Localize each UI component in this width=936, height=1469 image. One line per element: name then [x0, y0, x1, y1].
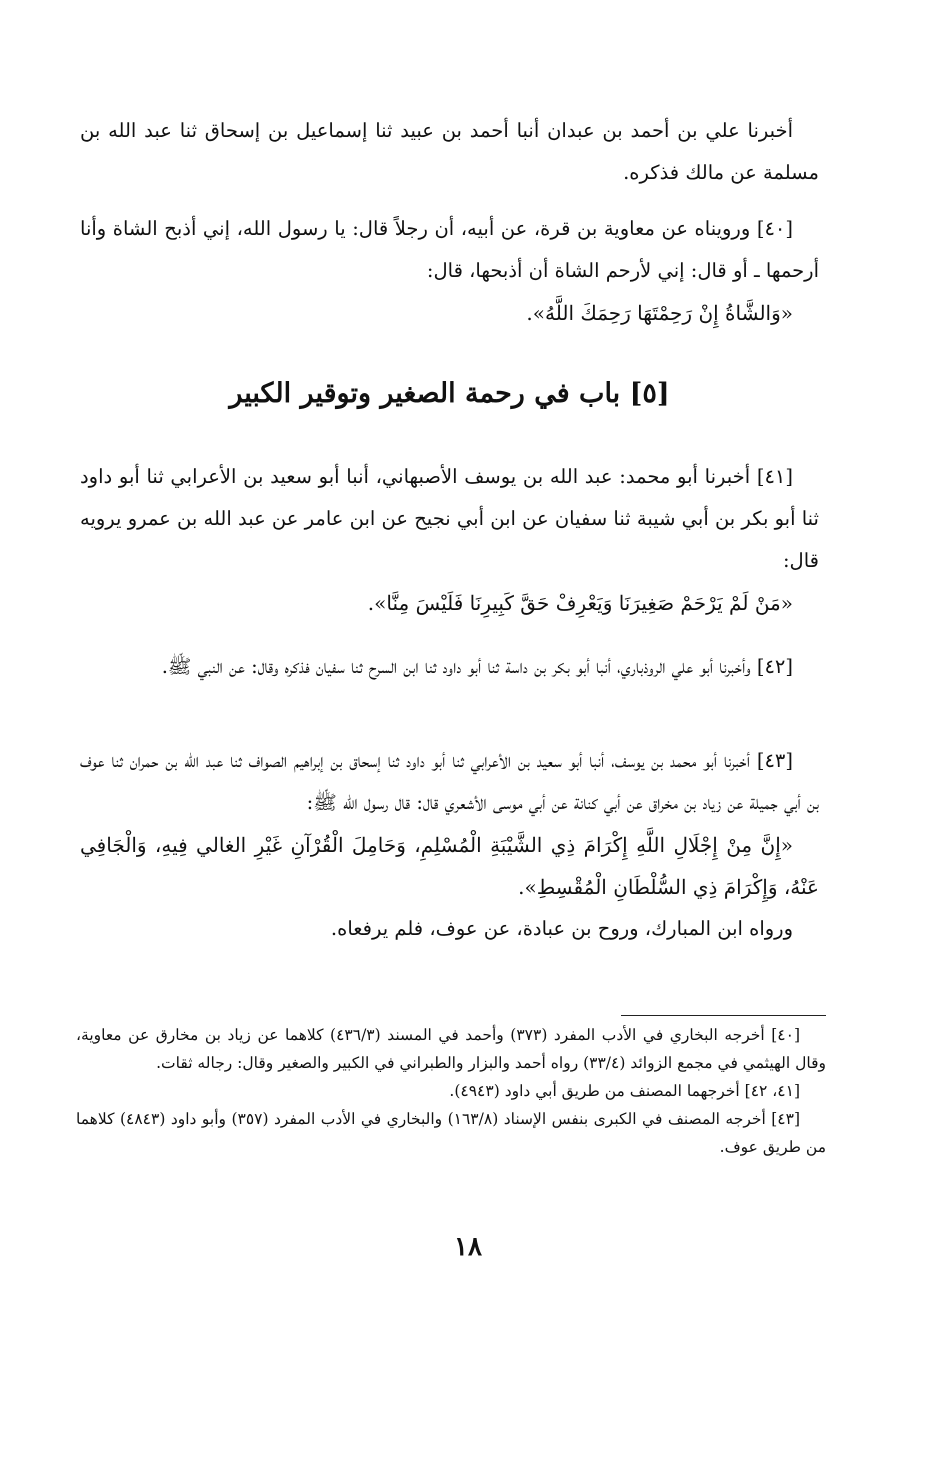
footnote-separator — [621, 1015, 826, 1016]
paragraph: [٤١] أخبرنا أبو محمد: عبد الله بن يوسف الأصبهاني، أنبا أبو سعيد بن الأعرابي ثنا أبو داود ثنا أبو بكر بن أبي شيبة ثنا سفيان عن ابن أبي نجيح عن ابن عامر عن عبد الله بن عمرو يرويه قال: — [80, 465, 819, 572]
footnote: [٤٠] أخرجه البخاري في الأدب المفرد (٣٧٣) وأحمد في المسند (٤٣٦/٣) كلاهما عن زياد بن مخارق عن معاوية، وقال الهيثمي في مجمع الزوائد (٣٣/٤) رواه أحمد والبزار والطبراني في الكبير والصغير وقال: رجاله ثقات. — [76, 1026, 826, 1072]
page-number: ١٨ — [454, 1232, 482, 1262]
paragraph: [٤٠] ورويناه عن معاوية بن قرة، عن أبيه، أن رجلاً قال: يا رسول الله، إني أذبح الشاة وأنا أرحمها ـ أو قال: إني لأرحم الشاة أن أذبحها، قال: — [80, 217, 819, 282]
text-section — [80, 110, 819, 194]
hadith-quote: «وَالشَّاةُ إِنْ رَحِمْتَهَا رَحِمَكَ اللَّهُ». — [526, 301, 793, 325]
paragraph: ورواه ابن المبارك، وروح بن عبادة، عن عوف، فلم يرفعاه. — [330, 917, 793, 940]
hadith-quote: «إِنَّ مِنْ إِجْلَالِ اللَّهِ إِكْرَامَ ذِي الشَّيْبَةِ الْمُسْلِمِ، وَحَامِلَ الْقُرْآنِ غَيْرِ الغالي فِيهِ، وَالْجَافِي عَنْهُ، وَإِكْرَامَ ذِي السُّلْطَانِ الْمُقْسِطِ». — [80, 833, 819, 899]
footnote: [٤١، ٤٢] أخرجهما المصنف من طريق أبي داود (٤٩٤٣). — [449, 1082, 800, 1100]
text-section — [80, 740, 819, 950]
footnote: [٤٣] أخرجه المصنف في الكبرى بنفس الإسناد (١٦٣/٨) والبخاري في الأدب المفرد (٣٥٧) وأبو داود (٤٨٤٣) كلاهما من طريق عوف. — [76, 1110, 826, 1156]
text-section — [80, 208, 819, 334]
text-section — [80, 646, 819, 688]
paragraph: [٤٢] وأخبرنا أبو علي الروذباري، أنبا أبو بكر بن داسة ثنا أبو داود ثنا ابن السرح ثنا سفيان فذكره وقال: عن النبي ﷺ. — [161, 655, 793, 678]
chapter-heading: [٥] باب في رحمة الصغير وتوقير الكبير — [229, 378, 670, 409]
text-section — [80, 456, 819, 624]
paragraph: أخبرنا علي بن أحمد بن عبدان أنبا أحمد بن عبيد ثنا إسماعيل بن إسحاق ثنا عبد الله بن مسلمة عن مالك فذكره. — [80, 119, 819, 184]
hadith-quote: «مَنْ لَمْ يَرْحَمْ صَغِيرَنَا وَيَعْرِفْ حَقَّ كَبِيرِنَا فَلَيْسَ مِنَّا». — [367, 591, 793, 615]
footnotes — [76, 1021, 826, 1161]
paragraph: [٤٣] أخبرنا أبو محمد بن يوسف، أنبا أبو سعيد بن الأعرابي ثنا أبو داود ثنا إسحاق بن إبراهيم الصواف ثنا عبد الله بن حمران ثنا عوف بن أبي جميلة عن زياد بن مخراق عن أبي كنانة عن أبي موسى الأشعري قال: قال رسول الله ﷺ: — [80, 749, 819, 814]
